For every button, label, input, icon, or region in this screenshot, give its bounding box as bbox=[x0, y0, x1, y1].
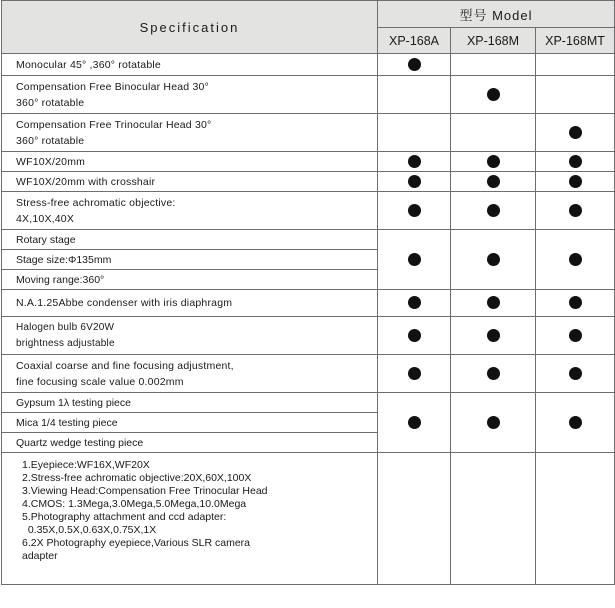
model-column-header: XP-168A bbox=[378, 28, 451, 54]
model-column-header: XP-168M bbox=[451, 28, 536, 54]
mark-cell bbox=[536, 192, 615, 230]
availability-dot bbox=[569, 367, 582, 380]
mark-cell bbox=[451, 54, 536, 76]
spec-text: N.A.1.25Abbe condenser with iris diaphragm bbox=[16, 297, 233, 309]
spec-text: 360° rotatable bbox=[16, 134, 85, 147]
availability-dot bbox=[569, 126, 582, 139]
availability-dot bbox=[408, 58, 421, 71]
table-row bbox=[2, 393, 615, 413]
availability-dot bbox=[569, 175, 582, 188]
mark-cell bbox=[451, 172, 536, 192]
table-row bbox=[2, 192, 615, 230]
empty-cell bbox=[536, 453, 615, 585]
mark-cell bbox=[451, 317, 536, 355]
mark-cell bbox=[451, 76, 536, 114]
note-line: 0.35X,0.5X,0.63X,0.75X,1X bbox=[22, 524, 157, 536]
spec-text: Monocular 45° ,360° rotatable bbox=[16, 58, 161, 71]
availability-dot bbox=[408, 296, 421, 309]
availability-dot bbox=[408, 204, 421, 217]
mark-cell bbox=[536, 172, 615, 192]
spec-cell: Rotary stage bbox=[2, 230, 378, 250]
note-line: 1.Eyepiece:WF16X,WF20X bbox=[22, 459, 150, 471]
spec-cell bbox=[2, 54, 378, 76]
availability-dot bbox=[569, 296, 582, 309]
spec-text: Halogen bulb 6V20W bbox=[16, 321, 115, 333]
empty-cell bbox=[451, 453, 536, 585]
availability-dot bbox=[487, 155, 500, 168]
spec-text: Compensation Free Trinocular Head 30° bbox=[16, 118, 212, 131]
spec-cell bbox=[2, 172, 378, 192]
table-row bbox=[2, 114, 615, 152]
mark-cell bbox=[536, 317, 615, 355]
mark-cell bbox=[536, 290, 615, 317]
spec-cell bbox=[2, 290, 378, 317]
mark-cell bbox=[451, 192, 536, 230]
table-row bbox=[2, 453, 615, 585]
availability-dot bbox=[487, 416, 500, 429]
availability-dot bbox=[487, 253, 500, 266]
availability-dot bbox=[408, 367, 421, 380]
mark-cell bbox=[536, 54, 615, 76]
mark-cell bbox=[536, 152, 615, 172]
note-line: adapter bbox=[22, 550, 58, 562]
specification-header: Specification bbox=[2, 1, 378, 54]
note-line: 6.2X Photography eyepiece,Various SLR camera bbox=[22, 537, 251, 549]
availability-dot bbox=[569, 253, 582, 266]
mark-cell bbox=[378, 290, 451, 317]
table-row bbox=[2, 172, 615, 192]
optional-accessories-notes bbox=[2, 453, 378, 585]
availability-dot bbox=[408, 253, 421, 266]
spec-cell: Mica 1/4 testing piece bbox=[2, 413, 378, 433]
mark-cell bbox=[378, 230, 451, 290]
spec-cell bbox=[2, 192, 378, 230]
specification-table bbox=[1, 0, 615, 585]
spec-text: Stress-free achromatic objective: bbox=[16, 196, 176, 209]
model-header: 型号 Model bbox=[378, 1, 615, 28]
availability-dot bbox=[408, 329, 421, 342]
spec-text: WF10X/20mm with crosshair bbox=[16, 175, 156, 188]
spec-cell: Moving range:360° bbox=[2, 270, 378, 290]
mark-cell bbox=[378, 54, 451, 76]
spec-cell bbox=[2, 76, 378, 114]
availability-dot bbox=[487, 367, 500, 380]
availability-dot bbox=[569, 416, 582, 429]
mark-cell bbox=[378, 355, 451, 393]
availability-dot bbox=[408, 175, 421, 188]
table-row bbox=[2, 355, 615, 393]
spec-cell bbox=[2, 114, 378, 152]
mark-cell bbox=[378, 317, 451, 355]
table-row bbox=[2, 152, 615, 172]
note-line: 2.Stress-free achromatic objective:20X,60X,100X bbox=[22, 472, 252, 484]
availability-dot bbox=[487, 329, 500, 342]
spec-cell: Quartz wedge testing piece bbox=[2, 433, 378, 453]
availability-dot bbox=[569, 155, 582, 168]
model-column-header: XP-168MT bbox=[536, 28, 615, 54]
mark-cell bbox=[451, 393, 536, 453]
mark-cell bbox=[536, 393, 615, 453]
spec-text: brightness adjustable bbox=[16, 337, 115, 349]
note-line: 4.CMOS: 1.3Mega,3.0Mega,5.0Mega,10.0Mega bbox=[22, 498, 247, 510]
mark-cell bbox=[378, 172, 451, 192]
spec-cell: Stage size:Φ135mm bbox=[2, 250, 378, 270]
table-row bbox=[2, 317, 615, 355]
spec-cell bbox=[2, 355, 378, 393]
note-line: 5.Photography attachment and ccd adapter: bbox=[22, 511, 227, 523]
spec-cell: Gypsum 1λ testing piece bbox=[2, 393, 378, 413]
mark-cell bbox=[536, 230, 615, 290]
availability-dot bbox=[487, 175, 500, 188]
mark-cell bbox=[536, 76, 615, 114]
spec-text: 360° rotatable bbox=[16, 96, 85, 109]
availability-dot bbox=[408, 155, 421, 168]
mark-cell bbox=[451, 114, 536, 152]
spec-text: fine focusing scale value 0.002mm bbox=[16, 375, 184, 388]
mark-cell bbox=[378, 114, 451, 152]
spec-cell bbox=[2, 317, 378, 355]
mark-cell bbox=[451, 230, 536, 290]
mark-cell bbox=[451, 290, 536, 317]
availability-dot bbox=[487, 88, 500, 101]
table-row bbox=[2, 230, 615, 250]
table-row bbox=[2, 290, 615, 317]
availability-dot bbox=[487, 204, 500, 217]
availability-dot bbox=[408, 416, 421, 429]
mark-cell bbox=[378, 192, 451, 230]
mark-cell bbox=[378, 76, 451, 114]
spec-text: Compensation Free Binocular Head 30° bbox=[16, 80, 209, 93]
mark-cell bbox=[378, 152, 451, 172]
spec-text: WF10X/20mm bbox=[16, 155, 86, 168]
empty-cell bbox=[378, 453, 451, 585]
mark-cell bbox=[451, 152, 536, 172]
availability-dot bbox=[569, 204, 582, 217]
table-row bbox=[2, 54, 615, 76]
table-row bbox=[2, 76, 615, 114]
note-line: 3.Viewing Head:Compensation Free Trinocular Head bbox=[22, 485, 268, 497]
mark-cell bbox=[451, 355, 536, 393]
mark-cell bbox=[536, 355, 615, 393]
mark-cell bbox=[536, 114, 615, 152]
spec-cell bbox=[2, 152, 378, 172]
availability-dot bbox=[569, 329, 582, 342]
spec-text: 4X,10X,40X bbox=[16, 212, 75, 225]
spec-text: Coaxial coarse and fine focusing adjustment, bbox=[16, 359, 234, 372]
mark-cell bbox=[378, 393, 451, 453]
availability-dot bbox=[487, 296, 500, 309]
